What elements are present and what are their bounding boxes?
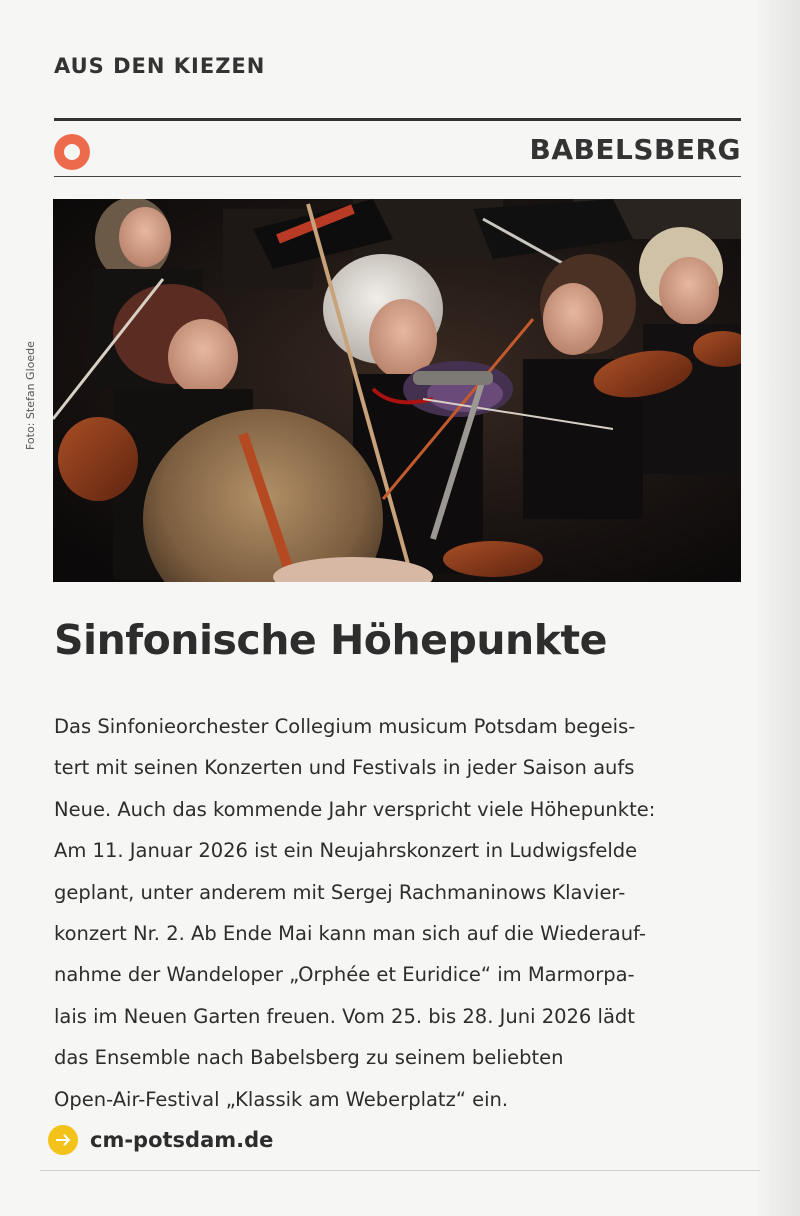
page-edge [758, 0, 800, 1216]
orchestra-photo-illustration [53, 199, 741, 582]
body-line: Open-Air-Festival „Klassik am Weberplatz“ ein. [54, 1087, 509, 1111]
website-link-row[interactable] [48, 1124, 273, 1156]
article-headline: Sinfonische Höhepunkte [54, 616, 607, 664]
body-line: Neue. Auch das kommende Jahr verspricht viele Höhepunkte: [54, 797, 656, 821]
photo-credit: Foto: Stefan Gloede [24, 341, 37, 450]
body-line: konzert Nr. 2. Ab Ende Mai kann man sich auf die Wiederauf- [54, 922, 646, 946]
orchestra-photo [53, 199, 741, 582]
body-line: das Ensemble nach Babelsberg zu seinem beliebten [54, 1046, 564, 1070]
district-title: BABELSBERG [529, 133, 741, 166]
page-bottom-rule [40, 1170, 760, 1171]
article-body [54, 706, 744, 1111]
body-line: nahme der Wandeloper „Orphée et Euridice“ im Marmorpa- [54, 963, 635, 987]
website-link[interactable]: cm-potsdam.de [90, 1128, 274, 1152]
body-line: tert mit seinen Konzerten und Festivals in jeder Saison aufs [54, 756, 635, 780]
header-rule-top [54, 118, 741, 121]
header-rule-bottom [54, 176, 741, 177]
arrow-right-icon [48, 1125, 78, 1155]
body-line: geplant, unter anderem mit Sergej Rachmaninows Klavier- [54, 880, 626, 904]
location-marker-icon [54, 134, 90, 170]
body-line: lais im Neuen Garten freuen. Vom 25. bis 28. Juni 2026 lädt [54, 1004, 635, 1028]
section-label: AUS DEN KIEZEN [54, 54, 266, 78]
body-line: Das Sinfonieorchester Collegium musicum Potsdam begeis- [54, 715, 636, 738]
body-line: Am 11. Januar 2026 ist ein Neujahrskonzert in Ludwigsfelde [54, 839, 638, 863]
